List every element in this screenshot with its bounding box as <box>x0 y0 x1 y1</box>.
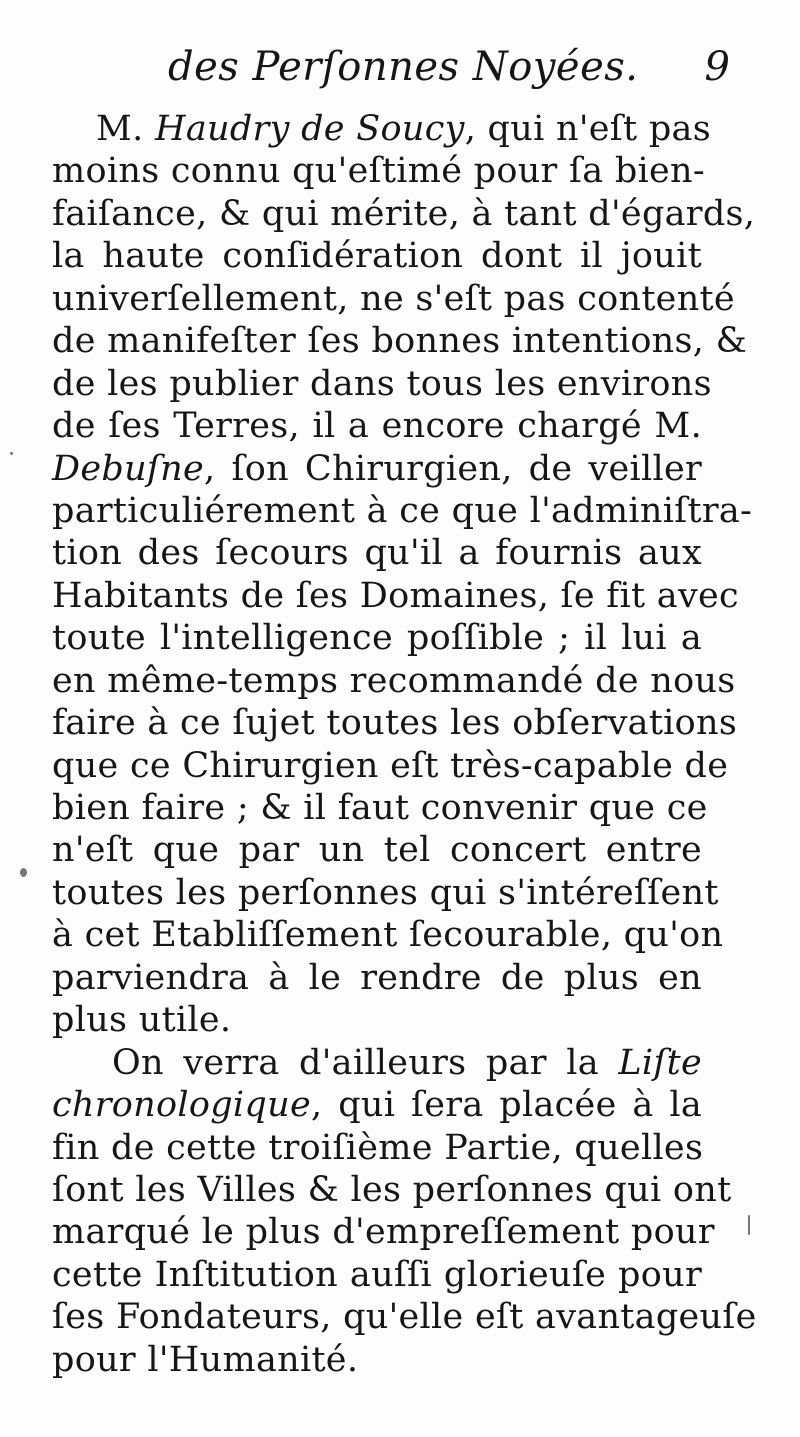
text-segment: , qui n'eſt pas <box>464 109 711 149</box>
text-line <box>52 235 702 277</box>
text-line <box>52 1042 702 1084</box>
text-segment: tion des ſecours qu'il a fournis aux <box>52 533 702 574</box>
text-segment: toutes les perſonnes qui s'intéreſſent <box>52 872 719 913</box>
text-line <box>52 617 702 659</box>
running-head: des Perſonnes Noyées. <box>168 44 639 90</box>
text-segment: pour l'Humanité. <box>52 1339 359 1380</box>
text-segment: n'eſt que par un tel concert entre <box>52 830 702 871</box>
text-line <box>52 660 736 702</box>
text-line <box>52 1339 702 1381</box>
text-segment: Habitants de ſes Domaines, ſe fit avec <box>52 575 739 616</box>
text-segment: à cet Etabliſſement ſecourable, qu'on <box>52 915 724 956</box>
text-segment: ſont les Villes & les perſonnes qui ont <box>52 1169 732 1210</box>
text-line <box>52 575 739 617</box>
text-segment: parviendra à le rendre de plus en <box>52 957 702 998</box>
text-segment: de ſes Terres, il a encore chargé M. <box>52 406 702 447</box>
text-line <box>52 1211 715 1253</box>
text-segment: cette Inſtitution auſſi glorieuſe pour <box>52 1254 702 1295</box>
text-line <box>52 278 735 320</box>
italic-text: Debuſne <box>52 448 205 489</box>
text-line <box>52 1127 702 1169</box>
paper-speck <box>748 1215 750 1235</box>
page-number: 9 <box>704 44 730 90</box>
text-segment: particuliérement à ce que l'adminiſtra- <box>52 490 753 531</box>
text-line <box>52 108 711 150</box>
text-line <box>52 872 719 914</box>
text-line <box>52 405 702 447</box>
text-segment: moins connu qu'eſtimé pour ſa bien- <box>52 151 706 192</box>
text-segment: ſes Fondateurs, qu'elle eſt avantageuſe <box>52 1297 757 1338</box>
page-header <box>60 38 730 108</box>
text-line <box>52 1169 732 1211</box>
text-line <box>52 787 708 829</box>
text-line <box>52 448 702 490</box>
paper-speck <box>10 452 13 455</box>
text-segment: faire à ce ſujet toutes les obſervations <box>52 703 738 744</box>
text-segment: M. <box>96 109 155 149</box>
text-segment: univerſellement, ne s'eſt pas contenté <box>52 278 735 319</box>
paper-speck <box>20 868 27 877</box>
italic-text: chronologique <box>52 1085 311 1126</box>
body-text <box>52 108 757 1381</box>
text-segment: On verra d'ailleurs par la <box>112 1042 619 1083</box>
text-line <box>52 320 748 362</box>
text-line <box>52 1084 702 1126</box>
text-segment: bien faire ; & il faut convenir que ce <box>52 788 708 828</box>
text-line <box>52 150 706 192</box>
text-segment: que ce Chirurgien eſt très-capable de <box>52 745 729 786</box>
text-line <box>52 490 753 532</box>
text-line <box>52 532 702 574</box>
italic-text: Haudry de Soucy <box>155 109 465 149</box>
text-line <box>52 193 756 235</box>
text-segment: , qui ſera placée à la <box>310 1085 702 1126</box>
text-line <box>52 957 702 999</box>
text-segment: , ſon Chirurgien, de veiller <box>204 448 702 489</box>
text-segment: marqué le plus d'empreſſement pour <box>52 1212 715 1253</box>
text-segment: de les publier dans tous les environs <box>52 363 712 404</box>
text-segment: toute l'intelligence poſſible ; il lui a <box>52 618 702 659</box>
text-segment: plus utile. <box>52 1000 232 1041</box>
text-segment: fin de cette troiſième Partie, quelles <box>52 1127 704 1168</box>
text-segment: la haute conſidération dont il jouit <box>52 236 702 277</box>
text-line <box>52 1254 702 1296</box>
text-segment: en même-temps recommandé de nous <box>52 660 736 701</box>
text-segment: faiſance, & qui mérite, à tant d'égards, <box>52 193 756 234</box>
text-segment: de manifeſter ſes bonnes intentions, & <box>52 321 748 362</box>
text-line <box>52 829 702 871</box>
text-line <box>52 702 738 744</box>
text-line <box>52 999 702 1041</box>
italic-text: Liſte <box>618 1042 702 1083</box>
text-line <box>52 1296 757 1338</box>
text-line <box>52 363 712 405</box>
text-line <box>52 745 729 787</box>
text-line <box>52 914 724 956</box>
